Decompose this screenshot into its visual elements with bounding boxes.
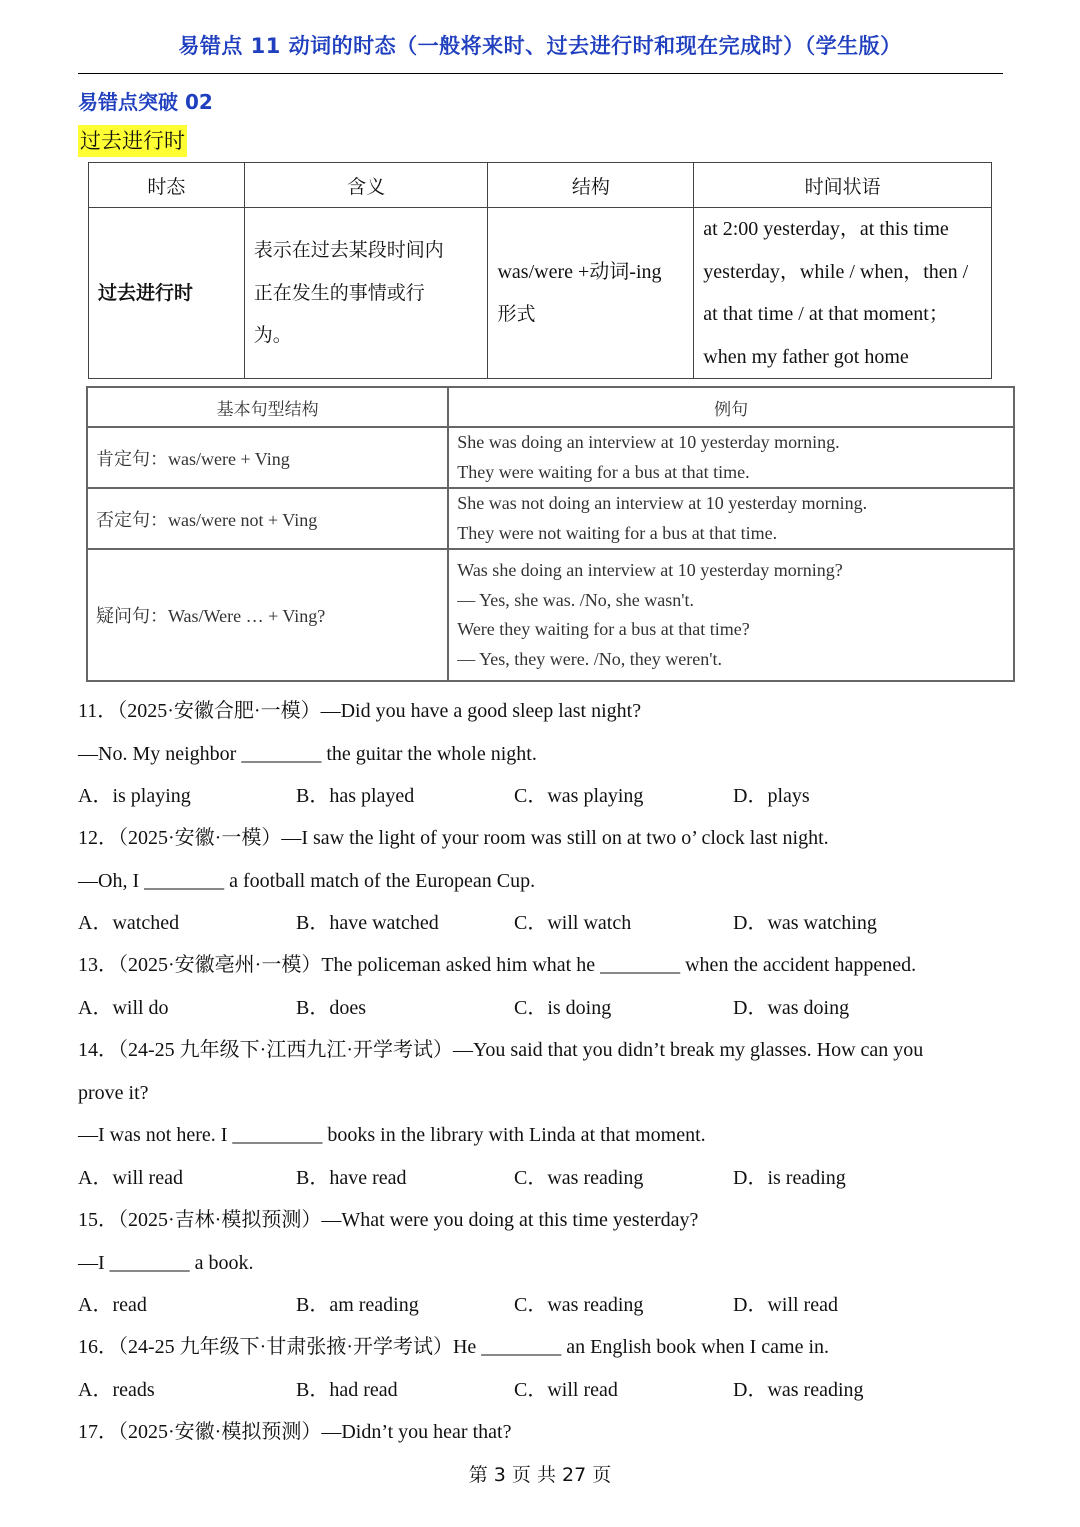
header-tense: 时态	[89, 163, 245, 208]
option-a[interactable]: A．reads	[78, 1379, 155, 1401]
tense-table	[88, 162, 992, 379]
adverbial-line: when my father got home	[703, 345, 909, 368]
question-14-line: —I was not here. I _________ books in the library with Linda at that moment.	[78, 1124, 706, 1146]
example-line: Were they waiting for a bus at that time?	[457, 619, 750, 639]
question-15-line: —I ________ a book.	[78, 1252, 254, 1274]
question-14-line: prove it?	[78, 1082, 149, 1104]
option-a[interactable]: A．will read	[78, 1167, 183, 1189]
example-line: They were not waiting for a bus at that time.	[457, 522, 778, 543]
sentence-pattern-table	[86, 386, 1015, 682]
question-11-stem: 11．（2025·安徽合肥·一模）—Did you have a good sleep last night?	[78, 700, 642, 722]
pattern-examples	[448, 549, 1014, 681]
option-c[interactable]: C．is doing	[514, 997, 612, 1019]
meaning-line: 表示在过去某段时间内	[253, 239, 444, 262]
page-header-title: 易错点 11 动词的时态（一般将来时、过去进行时和现在完成时）（学生版）	[178, 34, 902, 58]
option-c[interactable]: C．was playing	[514, 785, 644, 807]
pattern-text: 肯定句：was/were + Ving	[87, 427, 448, 488]
example-line: — Yes, they were. /No, they weren't.	[457, 648, 722, 669]
example-line: — Yes, she was. /No, she wasn't.	[457, 589, 695, 610]
pattern-examples	[448, 427, 1014, 488]
header-adverbials: 时间状语	[694, 163, 992, 208]
meaning-line: 为。	[253, 324, 292, 347]
header-meaning: 含义	[244, 163, 488, 208]
question-13-stem: 13．（2025·安徽亳州·一模）The policeman asked him what he ________ when the accident happened.	[78, 954, 917, 976]
question-17-stem: 17．（2025·安徽·模拟预测）—Didn’t you hear that?	[78, 1421, 512, 1443]
option-a[interactable]: A．is playing	[78, 785, 191, 807]
option-d[interactable]: D．was reading	[733, 1379, 864, 1401]
option-c[interactable]: C．will watch	[514, 912, 632, 934]
tense-meaning	[244, 208, 488, 379]
adverbial-line: yesterday，while / when，then /	[703, 260, 969, 283]
option-b[interactable]: B．had read	[296, 1379, 398, 1401]
example-line: They were waiting for a bus at that time.	[457, 461, 750, 482]
option-c[interactable]: C．was reading	[514, 1294, 644, 1316]
question-12-stem: 12．（2025·安徽·一模）—I saw the light of your room was still on at two o’ clock last night.	[78, 827, 829, 849]
header-example: 例句	[448, 387, 1014, 427]
adverbial-line: at that time / at that moment；	[703, 303, 949, 325]
option-b[interactable]: B．has played	[296, 785, 415, 807]
option-b[interactable]: B．have read	[296, 1167, 407, 1189]
option-a[interactable]: A．read	[78, 1294, 147, 1316]
option-d[interactable]: D．will read	[733, 1294, 838, 1316]
adverbial-line: at 2:00 yesterday，at this time	[703, 218, 949, 240]
tense-adverbials	[694, 208, 992, 379]
example-line: She was doing an interview at 10 yesterday morning.	[457, 432, 840, 452]
section-title: 易错点突破 02	[78, 90, 213, 114]
option-d[interactable]: D．plays	[733, 785, 810, 807]
meaning-line: 正在发生的事情或行	[253, 281, 425, 304]
option-c[interactable]: C．will read	[514, 1379, 618, 1401]
pattern-text: 否定句：was/were not + Ving	[87, 488, 448, 549]
option-a[interactable]: A．watched	[78, 912, 180, 934]
pattern-table-header	[87, 387, 1014, 427]
example-line: Was she doing an interview at 10 yesterday morning?	[457, 560, 843, 580]
option-b[interactable]: B．does	[296, 997, 366, 1019]
question-11-line: —No. My neighbor ________ the guitar the whole night.	[78, 743, 537, 765]
option-b[interactable]: B．am reading	[296, 1294, 419, 1316]
pattern-row-affirmative	[87, 427, 1014, 488]
tense-structure	[488, 208, 694, 379]
option-b[interactable]: B．have watched	[296, 912, 439, 934]
option-d[interactable]: D．is reading	[733, 1167, 846, 1189]
pattern-row-question	[87, 549, 1014, 681]
option-c[interactable]: C．was reading	[514, 1167, 644, 1189]
tense-table-header	[89, 163, 992, 208]
question-12-line: —Oh, I ________ a football match of the European Cup.	[78, 870, 536, 892]
structure-line: 形式	[497, 303, 536, 325]
tense-name: 过去进行时	[89, 208, 245, 379]
question-14-stem: 14．（24-25 九年级下·江西九江·开学考试）—You said that you didn’t break my glasses. How can you	[78, 1039, 924, 1061]
tense-table-row	[89, 208, 992, 379]
structure-line: was/were +动词-ing	[497, 260, 662, 283]
header-pattern: 基本句型结构	[87, 387, 448, 427]
header-structure: 结构	[488, 163, 694, 208]
option-d[interactable]: D．was watching	[733, 912, 877, 934]
pattern-text: 疑问句：Was/Were … + Ving?	[87, 549, 448, 681]
header-divider	[78, 73, 1003, 74]
question-16-stem: 16．（24-25 九年级下·甘肃张掖·开学考试）He ________ an English book when I came in.	[78, 1336, 830, 1358]
option-a[interactable]: A．will do	[78, 997, 169, 1019]
option-d[interactable]: D．was doing	[733, 997, 850, 1019]
example-line: She was not doing an interview at 10 yesterday morning.	[457, 493, 868, 513]
page-number: 第 3 页 共 27 页	[468, 1464, 612, 1486]
pattern-examples	[448, 488, 1014, 549]
pattern-row-negative	[87, 488, 1014, 549]
highlighted-topic: 过去进行时	[78, 125, 187, 157]
question-15-stem: 15．（2025·吉林·模拟预测）—What were you doing at this time yesterday?	[78, 1209, 699, 1231]
